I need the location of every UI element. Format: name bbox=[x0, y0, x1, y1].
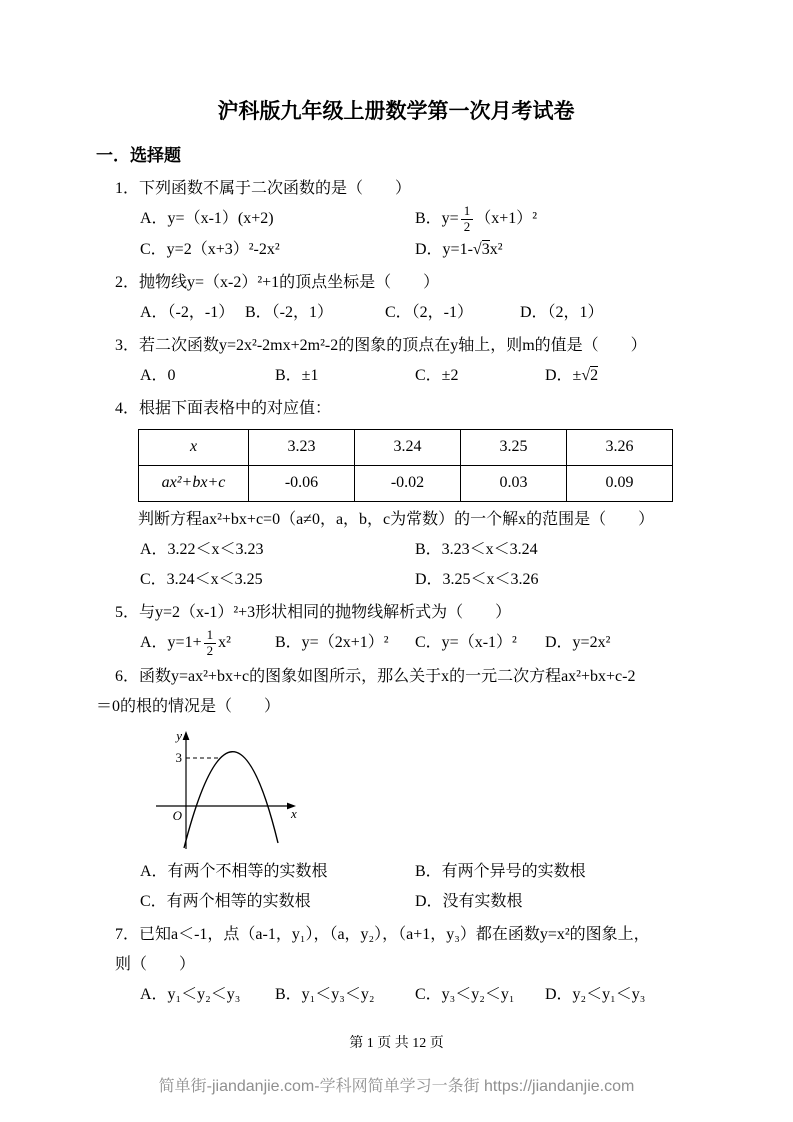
option-5a-pre: A．y=1+ bbox=[140, 633, 202, 651]
option-5d: D．y=2x² bbox=[545, 633, 611, 651]
table-cell: 3.23 bbox=[249, 429, 355, 465]
question-4-options bbox=[140, 535, 696, 595]
question-5 bbox=[96, 598, 696, 659]
table-cell-label: x bbox=[139, 429, 249, 465]
option-7a: A．y₁＜y₂＜y₃ bbox=[140, 985, 241, 1003]
question-3-options bbox=[140, 361, 696, 391]
table-cell: -0.02 bbox=[355, 465, 461, 501]
option-5a-post: x² bbox=[218, 633, 231, 651]
option-1d-post: x² bbox=[489, 240, 503, 258]
option-5c: C．y=（x-1）² bbox=[415, 633, 517, 651]
fraction-numerator: 1 bbox=[204, 628, 217, 644]
option-1a: A．y=（x-1）(x+2) bbox=[140, 210, 274, 227]
option-1b-post: （x+1）² bbox=[475, 210, 538, 228]
option-6a: A．有两个不相等的实数根 bbox=[140, 862, 328, 880]
option-1b-pre: B．y= bbox=[415, 210, 459, 228]
sqrt-expression bbox=[581, 366, 598, 384]
option-3d-pre: D．± bbox=[545, 366, 582, 384]
option-6b: B．有两个异号的实数根 bbox=[415, 862, 586, 880]
table-cell: 0.09 bbox=[567, 465, 673, 501]
option-3a: A．0 bbox=[140, 366, 176, 384]
value-table bbox=[138, 429, 673, 502]
question-4-judge-text: 判断方程ax²+bx+c=0（a≠0，a，b，c为常数）的一个解x的范围是（ ） bbox=[138, 510, 655, 528]
radical-sign: √ bbox=[581, 366, 591, 384]
table-cell: 3.25 bbox=[461, 429, 567, 465]
question-3 bbox=[96, 331, 696, 391]
question-1-stem: 1．下列函数不属于二次函数的是（ ） bbox=[115, 180, 412, 197]
parabola-curve bbox=[184, 751, 278, 847]
y-axis-arrow bbox=[183, 731, 190, 740]
option-2b: B．（-2，1） bbox=[245, 303, 334, 321]
sqrt-expression bbox=[473, 240, 490, 258]
option-2a: A．（-2，-1） bbox=[140, 303, 235, 321]
fraction-numerator: 1 bbox=[461, 204, 474, 220]
fraction-denominator: 2 bbox=[463, 218, 471, 234]
question-7-stem-line1: 7．已知a＜-1，点（a-1，y₁），（a，y₂），（a+1，y₃）都在函数y=x²的图象上， bbox=[115, 925, 650, 943]
option-2d: D．（2，1） bbox=[520, 303, 604, 321]
question-6-stem-line2: ＝0的根的情况是（ ） bbox=[96, 697, 281, 715]
table-cell: 0.03 bbox=[461, 465, 567, 501]
radical-sign: √ bbox=[472, 240, 482, 258]
fraction bbox=[204, 628, 217, 659]
question-6-figure bbox=[148, 728, 696, 855]
option-2c: C．（2，-1） bbox=[385, 303, 474, 321]
table-cell: 3.24 bbox=[355, 429, 461, 465]
option-1c: C．y=2（x+3）²-2x² bbox=[140, 240, 280, 258]
section-heading: 一．选择题 bbox=[96, 146, 181, 165]
option-6c: C．有两个相等的实数根 bbox=[140, 892, 311, 910]
option-4d: D．3.25＜x＜3.26 bbox=[415, 570, 539, 588]
question-2-options bbox=[140, 298, 696, 328]
question-6-stem-line1: 6．函数y=ax²+bx+c的图象如图所示，那么关于x的一元二次方程ax²+bx+c-2 bbox=[115, 667, 636, 685]
option-6d: D．没有实数根 bbox=[415, 892, 523, 910]
question-6 bbox=[96, 662, 696, 917]
question-3-stem: 3．若二次函数y=2x²-2mx+2m²-2的图象的顶点在y轴上，则m的值是（ ） bbox=[115, 336, 647, 354]
option-4c: C．3.24＜x＜3.25 bbox=[140, 570, 263, 588]
question-1 bbox=[96, 174, 696, 265]
question-7-options bbox=[140, 980, 696, 1010]
page-number: 第 1 页 共 12 页 bbox=[349, 1036, 444, 1051]
option-3b: B．±1 bbox=[275, 366, 319, 384]
option-5b: B．y=（2x+1）² bbox=[275, 633, 389, 651]
fraction bbox=[461, 204, 474, 235]
option-7b: B．y₁＜y₃＜y₂ bbox=[275, 985, 375, 1003]
question-7 bbox=[96, 920, 696, 1010]
x-axis-label: x bbox=[291, 805, 297, 821]
watermark: 简单街-jiandanjie.com-学科网简单学习一条街 https://jiandanjie.com bbox=[158, 1078, 635, 1095]
question-5-stem: 5．与y=2（x-1）²+3形状相同的抛物线解析式为（ ） bbox=[115, 603, 512, 621]
table-row bbox=[139, 429, 673, 465]
option-4b: B．3.23＜x＜3.24 bbox=[415, 540, 538, 558]
option-1d-pre: D．y=1- bbox=[415, 240, 473, 258]
option-3d bbox=[545, 361, 598, 391]
origin-label: O bbox=[172, 807, 182, 823]
question-2-stem: 2．抛物线y=（x-2）²+1的顶点坐标是（ ） bbox=[115, 273, 440, 291]
table-cell: 3.26 bbox=[567, 429, 673, 465]
page-title: 沪科版九年级上册数学第一次月考试卷 bbox=[217, 99, 575, 123]
fraction-denominator: 2 bbox=[206, 642, 214, 658]
question-4 bbox=[96, 394, 696, 595]
question-6-options bbox=[140, 857, 696, 917]
option-3c: C．±2 bbox=[415, 366, 459, 384]
radicand: 2 bbox=[590, 366, 599, 384]
option-5a bbox=[140, 628, 275, 659]
option-1d bbox=[415, 235, 696, 265]
option-7c: C．y₃＜y₂＜y₁ bbox=[415, 985, 515, 1003]
question-1-options bbox=[140, 204, 696, 265]
question-4-stem: 4．根据下面表格中的对应值： bbox=[115, 399, 332, 417]
question-7-stem-line2: 则（ ） bbox=[115, 955, 196, 973]
y-value-label: 3 bbox=[175, 749, 182, 765]
table-cell: -0.06 bbox=[249, 465, 355, 501]
question-2 bbox=[96, 268, 696, 328]
table-cell-label: ax²+bx+c bbox=[139, 465, 249, 501]
y-axis-label: y bbox=[176, 727, 182, 743]
option-7d: D．y₂＜y₁＜y₃ bbox=[545, 985, 646, 1003]
radicand: 3 bbox=[481, 240, 490, 258]
table-row bbox=[139, 465, 673, 501]
parabola-graph bbox=[148, 728, 306, 855]
question-5-options bbox=[140, 628, 696, 659]
option-4a: A．3.22＜x＜3.23 bbox=[140, 540, 264, 558]
option-1b bbox=[415, 204, 696, 235]
